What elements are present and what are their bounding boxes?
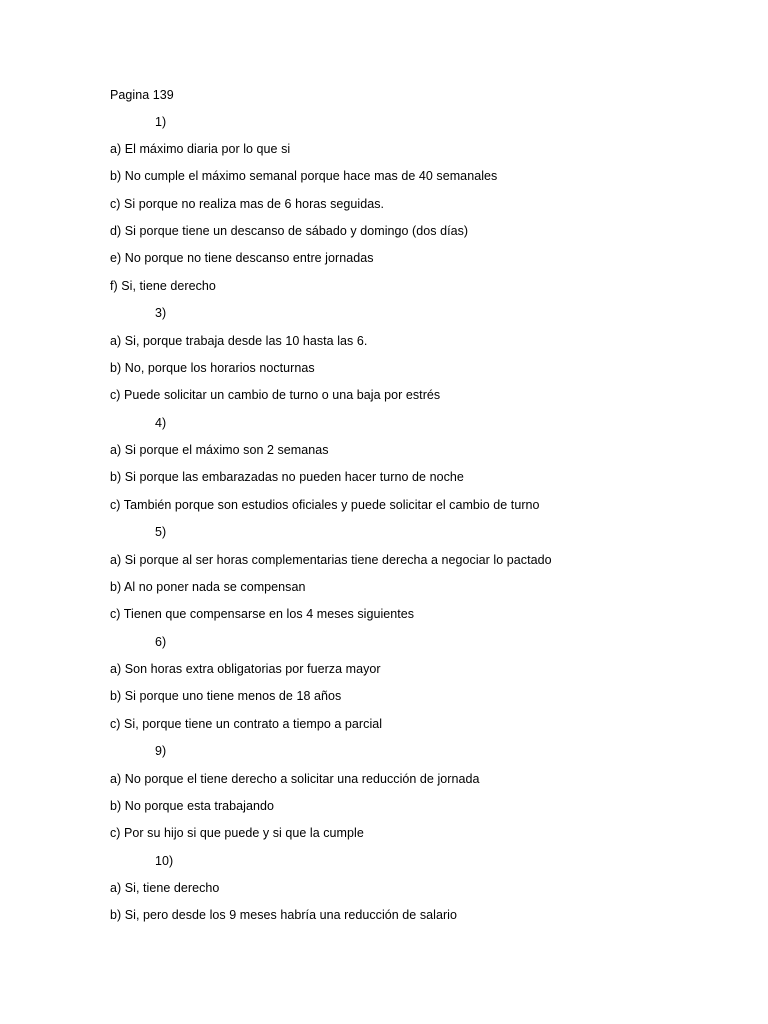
answer-line: a) Si porque el máximo son 2 semanas (110, 443, 329, 457)
question-number: 10) (155, 854, 174, 868)
answer-line: a) Si porque al ser horas complementarias tiene derecha a negociar lo pactado (110, 553, 552, 567)
answer-line: a) El máximo diaria por lo que si (110, 142, 291, 156)
question-number: 5) (155, 525, 167, 539)
answer-line: e) No porque no tiene descanso entre jornadas (110, 251, 374, 265)
question-number: 6) (155, 635, 167, 649)
answer-line: c) Por su hijo si que puede y si que la cumple (110, 826, 364, 840)
answer-line: b) No, porque los horarios nocturnas (110, 361, 315, 375)
answer-line: d) Si porque tiene un descanso de sábado y domingo (dos días) (110, 224, 469, 238)
answer-line: b) No cumple el máximo semanal porque hace mas de 40 semanales (110, 169, 498, 183)
question-number: 9) (155, 744, 167, 758)
answer-line: c) Si, porque tiene un contrato a tiempo a parcial (110, 717, 383, 731)
answer-line: c) También porque son estudios oficiales y puede solicitar el cambio de turno (110, 498, 540, 512)
answer-line: f) Si, tiene derecho (110, 279, 216, 293)
question-number: 3) (155, 306, 167, 320)
answer-line: b) No porque esta trabajando (110, 799, 275, 813)
answer-line: b) Al no poner nada se compensan (110, 580, 306, 594)
question-number: 4) (155, 416, 167, 430)
question-number: 1) (155, 115, 167, 129)
answer-line: a) No porque el tiene derecho a solicitar una reducción de jornada (110, 772, 480, 786)
answer-line: a) Si, porque trabaja desde las 10 hasta las 6. (110, 334, 368, 348)
answer-line: a) Son horas extra obligatorias por fuerza mayor (110, 662, 381, 676)
page-title: Pagina 139 (110, 88, 174, 102)
answer-line: c) Tienen que compensarse en los 4 meses siguientes (110, 607, 415, 621)
answer-line: b) Si porque uno tiene menos de 18 años (110, 689, 342, 703)
answer-line: a) Si, tiene derecho (110, 881, 220, 895)
answer-line: c) Si porque no realiza mas de 6 horas seguidas. (110, 197, 385, 211)
answer-line: b) Si porque las embarazadas no pueden hacer turno de noche (110, 470, 464, 484)
answer-line: b) Si, pero desde los 9 meses habría una reducción de salario (110, 908, 458, 922)
answer-line: c) Puede solicitar un cambio de turno o una baja por estrés (110, 388, 441, 402)
